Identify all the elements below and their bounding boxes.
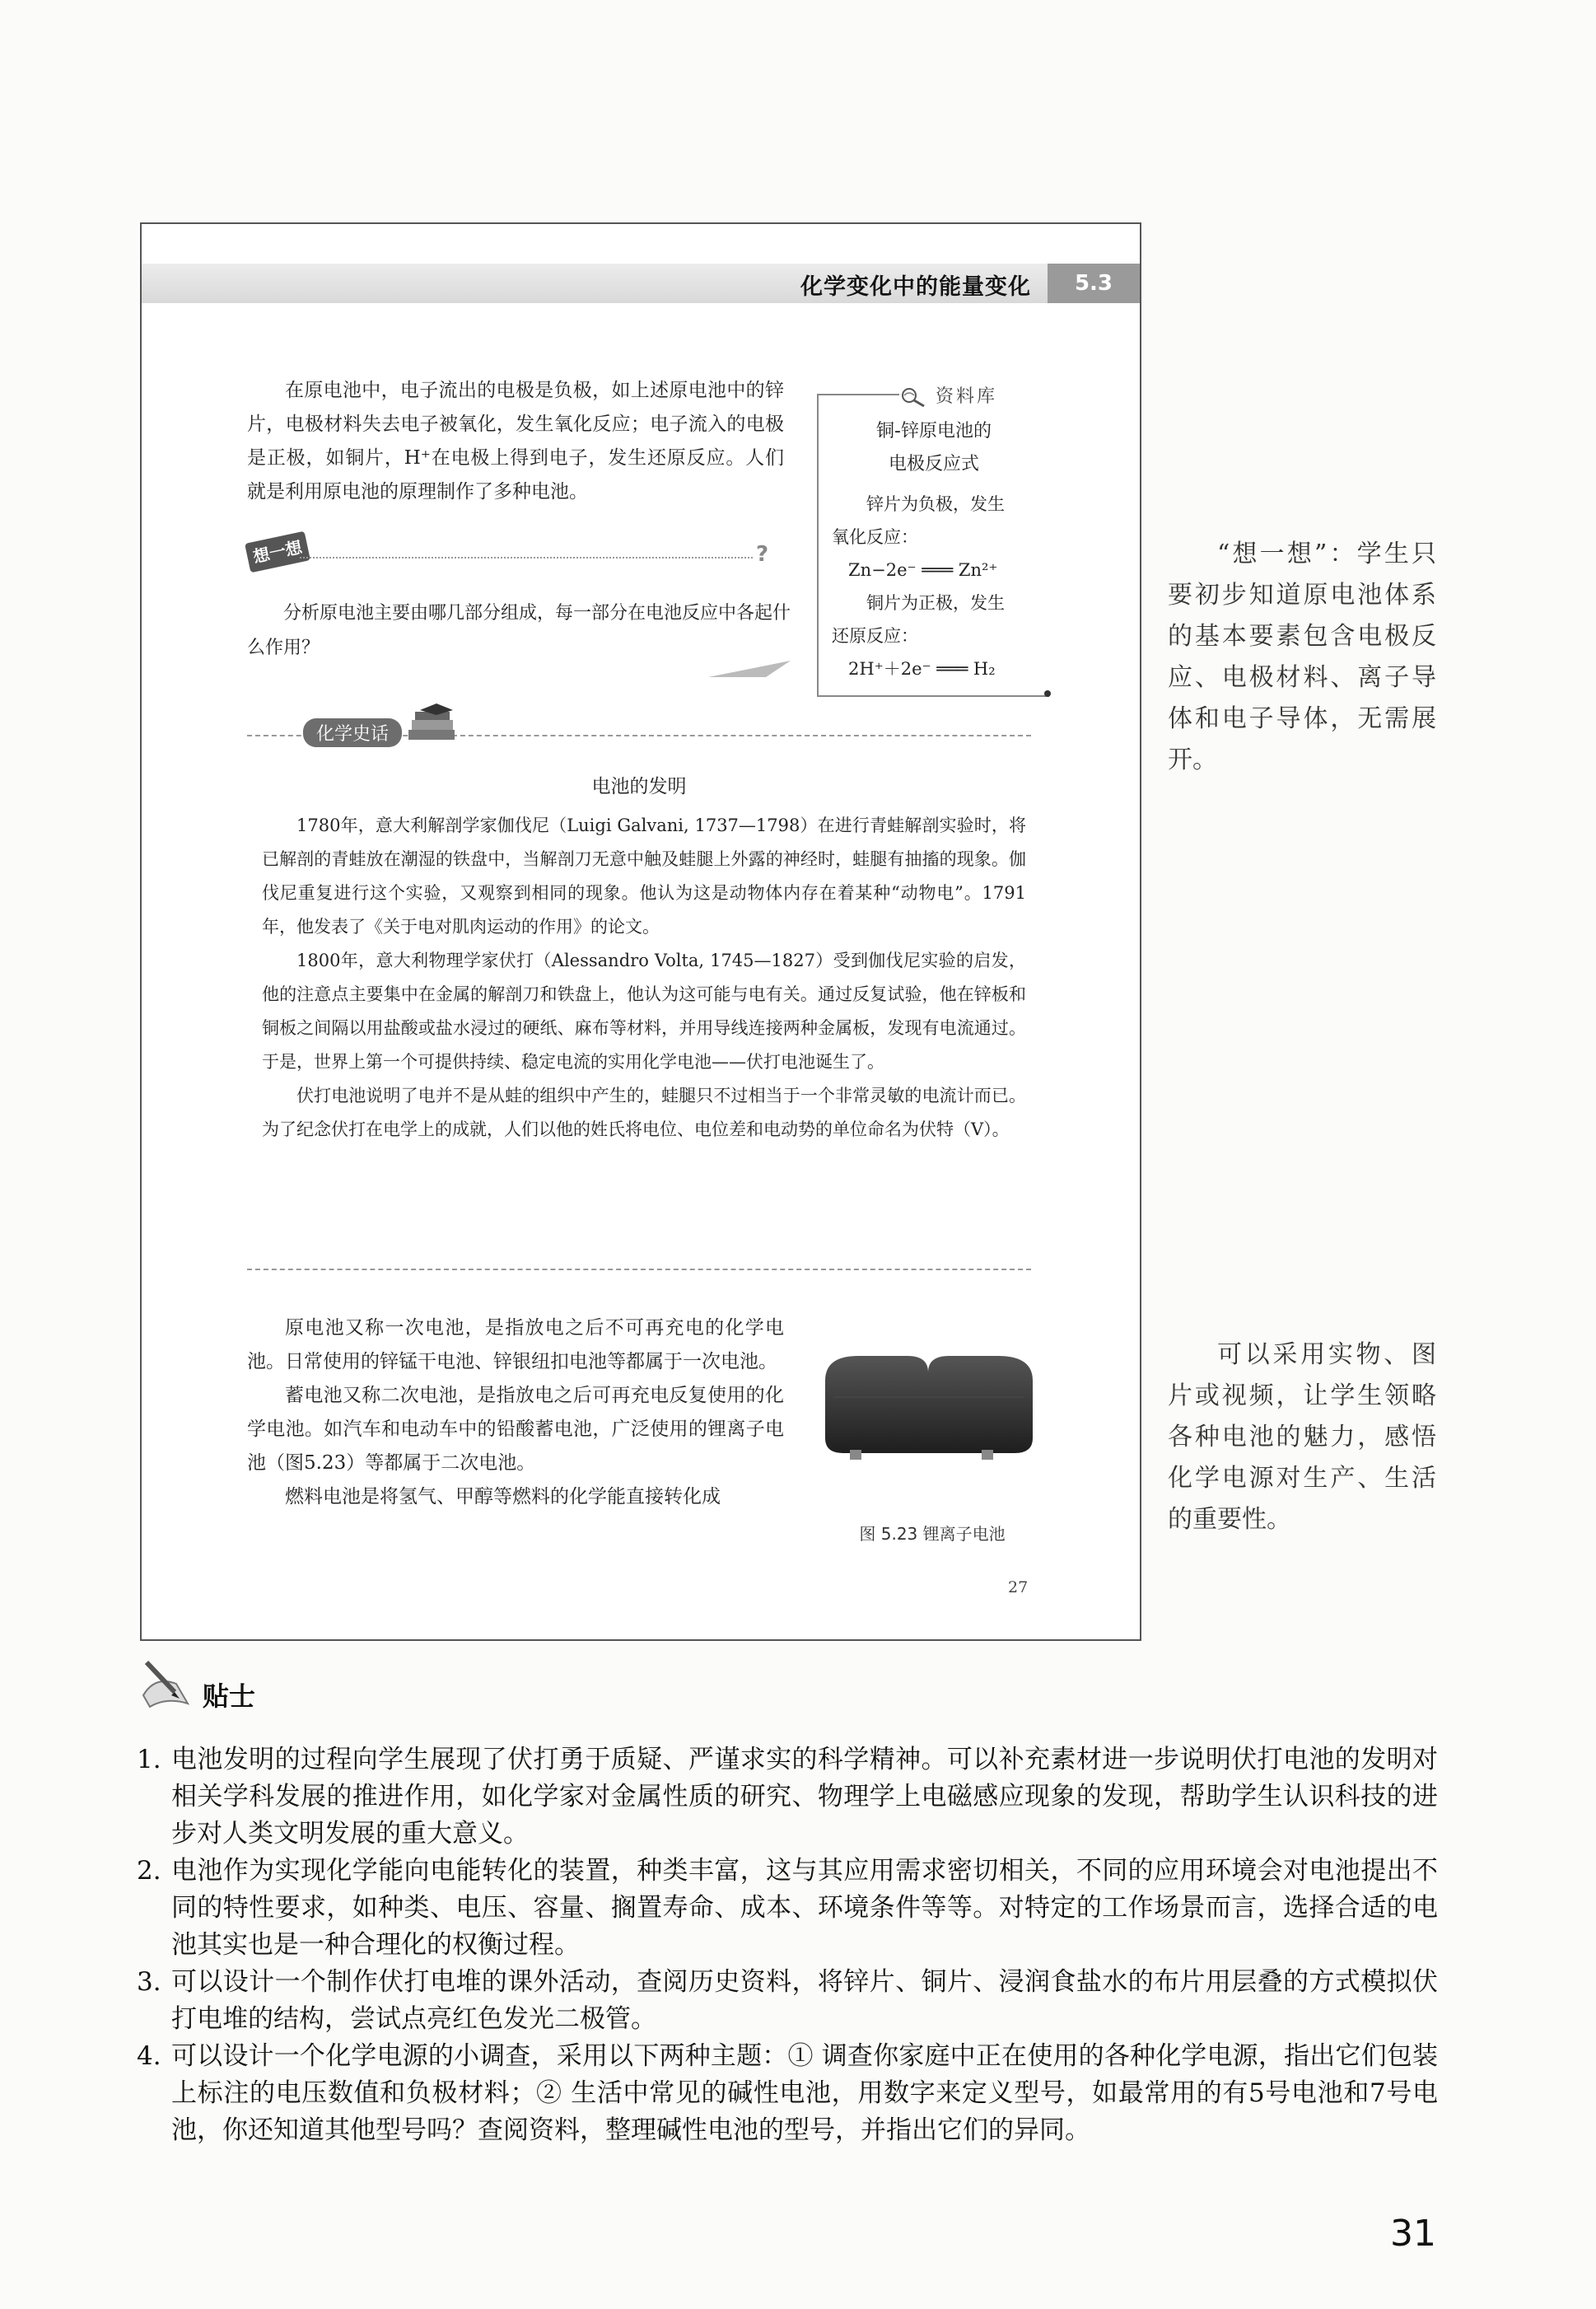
- side-note-think: [1168, 534, 1436, 781]
- history-badge: 化学史话: [303, 718, 402, 747]
- question-mark-icon: ?: [756, 542, 769, 567]
- divider-dot: [1044, 690, 1051, 697]
- tip-text: 电池发明的过程向学生展现了伏打勇于质疑、严谨求实的科学精神。可以补充素材进一步说明伏打电池的发明对相关学科发展的推进作用，如化学家对金属性质的研究、物理学上电磁感应现象的发现，帮助学生认识科技的进步对人类文明发展的重大意义。: [171, 1745, 1438, 1849]
- battery-paragraph: 原电池又称一次电池，是指放电之后不可再充电的化学电池。日常使用的锌锰干电池、锌银纽扣电池等都属于一次电池。: [247, 1317, 784, 1372]
- history-paragraph: 1800年，意大利物理学家伏打（Alessandro Volta, 1745—1827）受到伽伐尼实验的启发，他的注意点主要集中在金属的解剖刀和铁盘上，他认为这可能与电有关。通过反复试验，他在锌板和铜板之间隔以用盐酸或盐水浸过的硬纸、麻布等材料，并用导线连接两种金属板，发现有电流通过。于是，世界上第一个可提供持续、稳定电流的实用化学电池——伏打电池诞生了。: [262, 951, 1026, 1072]
- tip-number: 4.: [137, 2041, 161, 2071]
- divider: [817, 695, 1049, 697]
- chapter-header-bar: [142, 264, 1140, 303]
- history-body: [262, 809, 1026, 1147]
- positive-electrode-text: 还原反应：: [832, 626, 918, 646]
- battery-types-text: [247, 1311, 784, 1514]
- data-library-label-text: 资料库: [936, 386, 998, 407]
- data-library-box: [817, 382, 1049, 695]
- divider: [817, 394, 819, 695]
- tip-item: [137, 2038, 1438, 2149]
- side-note-text: “想一想”：学生只要初步知道原电池体系的基本要素包含电极反应、电极材料、离子导体和电子导体，无需展开。: [1168, 540, 1436, 774]
- side-note-battery: [1168, 1334, 1436, 1540]
- tips-title: 贴士: [203, 1680, 256, 1712]
- page-number: 31: [1390, 2213, 1436, 2255]
- books-icon: [404, 702, 460, 745]
- textbook-page: [140, 222, 1141, 1641]
- tip-number: 1.: [137, 1745, 161, 1774]
- chapter-number: 5.3: [1048, 264, 1140, 303]
- magnifier-icon: [899, 386, 927, 408]
- data-library-title-line: 铜-锌原电池的: [876, 421, 992, 442]
- tip-number: 2.: [137, 1856, 161, 1886]
- data-library-title-line: 电极反应式: [888, 454, 979, 474]
- history-title: 电池的发明: [591, 776, 687, 797]
- intro-text: 在原电池中，电子流出的电极是负极，如上述原电池中的锌片，电极材料失去电子被氧化，发生氧化反应；电子流入的电极是正极，如铜片，H⁺在电极上得到电子，发生还原反应。人们就是利用原电池的原理制作了多种电池。: [247, 380, 784, 502]
- battery-paragraph: 蓄电池又称二次电池，是指放电之后可再充电反复使用的化学电池。如汽车和电动车中的铅酸蓄电池，广泛使用的锂离子电池（图5.23）等都属于二次电池。: [247, 1385, 784, 1474]
- negative-electrode-text: 氧化反应：: [832, 527, 918, 547]
- arrow-icon: [708, 659, 791, 679]
- tip-text: 可以设计一个制作伏打电堆的课外活动，查阅历史资料，将锌片、铜片、浸润食盐水的布片用层叠的方式模拟伏打电堆的结构，尝试点亮红色发光二极管。: [171, 1967, 1438, 2034]
- tip-text: 可以设计一个化学电源的小调查，采用以下两种主题：① 调查你家庭中正在使用的各种化学电源，指出它们包装上标注的电压数值和负极材料；② 生活中常见的碱性电池，用数字来定义型号，如最常用的有5号电池和7号电池，你还知道其他型号吗？查阅资料，整理碱性电池的型号，并指出它们的异同。: [171, 2041, 1438, 2145]
- tips-list: [137, 1741, 1438, 2149]
- figure-caption: 图 5.23 锂离子电池: [859, 1524, 1006, 1544]
- negative-equation: Zn−2e⁻ ═══ Zn²⁺: [848, 560, 998, 580]
- tip-text: 电池作为实现化学能向电能转化的装置，种类丰富，这与其应用需求密切相关，不同的应用环境会对电池提出不同的特性要求，如种类、电压、容量、搁置寿命、成本、环境条件等等。对特定的工作场景而言，选择合适的电池其实也是一种合理化的权衡过程。: [171, 1856, 1438, 1960]
- positive-equation: 2H⁺＋2e⁻ ═══ H₂: [848, 659, 996, 679]
- think-badge: 想一想: [245, 531, 310, 573]
- data-library-body: [832, 488, 1048, 685]
- history-paragraph: 1780年，意大利解剖学家伽伐尼（Luigi Galvani, 1737—1798）在进行青蛙解剖实验时，将已解剖的青蛙放在潮湿的铁盘中，当解剖刀无意中触及蛙腿上外露的神经时，蛙腿有抽搐的现象。伽伐尼重复进行这个实验，又观察到相同的现象。他认为这是动物体内存在着某种“动物电”。1791年，他发表了《关于电对肌肉运动的作用》的论文。: [262, 816, 1026, 937]
- think-question-text: 分析原电池主要由哪几部分组成，每一部分在电池反应中各起什么作用？: [247, 603, 791, 658]
- negative-electrode-text: 锌片为负极，发生: [866, 494, 1005, 514]
- data-library-label: [899, 382, 997, 408]
- lithium-battery-image: [817, 1348, 1039, 1466]
- divider: [300, 557, 753, 559]
- battery-paragraph: 燃料电池是将氢气、甲醇等燃料的化学能直接转化成: [285, 1486, 721, 1507]
- intro-paragraph: [247, 374, 784, 509]
- tip-number: 3.: [137, 1967, 161, 1997]
- think-section: [247, 537, 791, 685]
- inner-page-number: 27: [1008, 1578, 1029, 1596]
- positive-electrode-text: 铜片为正极，发生: [866, 593, 1005, 613]
- divider: [247, 1269, 1031, 1270]
- tip-item: [137, 1741, 1438, 1853]
- tip-item: [137, 1853, 1438, 1964]
- think-question: [247, 596, 791, 666]
- chapter-title: 化学变化中的能量变化: [800, 274, 1031, 300]
- history-paragraph: 伏打电池说明了电并不是从蛙的组织中产生的，蛙腿只不过相当于一个非常灵敏的电流计而已。为了纪念伏打在电学上的成就，人们以他的姓氏将电位、电位差和电动势的单位命名为伏特（V）。: [262, 1086, 1026, 1139]
- tip-item: [137, 1964, 1438, 2038]
- data-library-title: [835, 415, 1033, 481]
- side-note-text: 可以采用实物、图片或视频，让学生领略各种电池的魅力，感悟化学电源对生产、生活的重要性。: [1168, 1340, 1436, 1534]
- pen-paper-icon: [138, 1659, 199, 1710]
- divider: [817, 394, 899, 395]
